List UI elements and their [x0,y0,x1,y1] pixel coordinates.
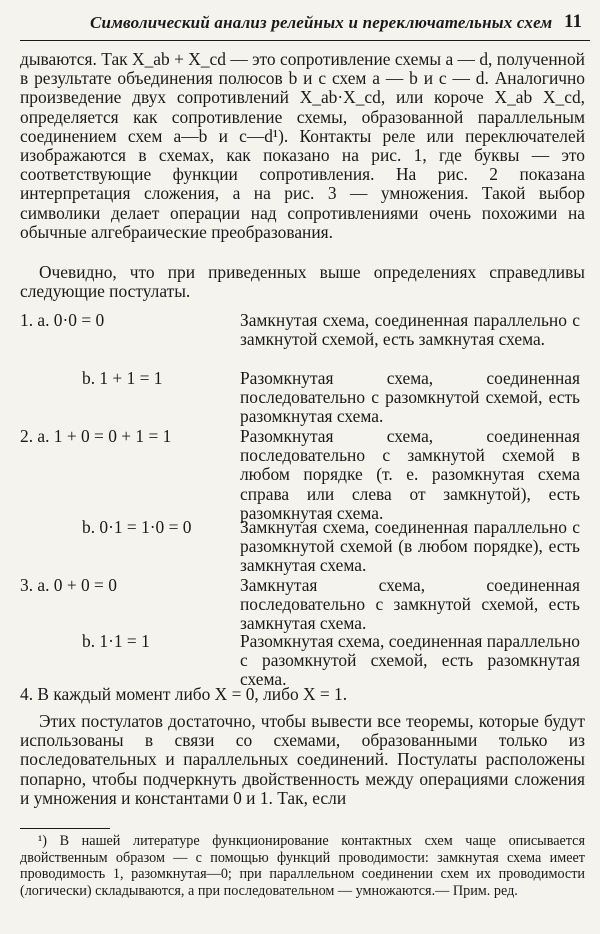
postulate-2b-formula: b. 0·1 = 1·0 = 0 [82,517,192,537]
page-number: 11 [564,11,582,32]
paragraph-conclusion: Этих постулатов достаточно, чтобы вывести все теоремы, которые будут использованы в связи со схемами, образованными только из последовательных и параллельных соединений. Постулаты расположены попарно, чтобы подчеркнуть двойственность между операциями сложения и умножения и константами 0 и 1. Так, если [20,711,585,808]
postulate-3a-formula: 3. a. 0 + 0 = 0 [20,575,117,595]
postulate-2a-description: Разомкнутая схема, соединенная последовательно с замкнутой схемой в любом порядке (т. е. разомкнутая схема справа или слева от замкнутой), есть разомкнутая схема. [240,426,580,523]
postulate-1b-formula: b. 1 + 1 = 1 [82,368,163,388]
footnote: ¹) В нашей литературе функционирование контактных схем чаще описывается двойственным образом — с помощью функций проводимости: замкнутая схема имеет проводимость 1, разомкнутая—0; при параллельном соединении схем их проводимости (логически) складываются, а при последовательном — умножаются.— Прим. ред. [20,833,585,899]
paragraph-postulates-intro: Очевидно, что при приведенных выше определениях справедливы следующие постулаты. [20,262,585,302]
postulate-1a-formula: 1. a. 0·0 = 0 [20,310,105,330]
postulate-2b-description: Замкнутая схема, соединенная параллельно с разомкнутой схемой (в любом порядке), есть замкнутая схема. [240,517,580,576]
footnote-rule [20,828,110,829]
postulate-1a-description: Замкнутая схема, соединенная параллельно с замкнутой схемой, есть замкнутая схема. [240,310,580,350]
running-header [20,6,590,34]
postulate-4: 4. В каждый момент либо X = 0, либо X = 1. [20,684,348,704]
postulate-1b-description: Разомкнутая схема, соединенная последовательно с разомкнутой схемой, есть разомкнутая схема. [240,368,580,427]
postulate-3b-description: Разомкнутая схема, соединенная параллельно с разомкнутой схемой, есть разомкнутая схема. [240,631,580,690]
header-rule [20,40,590,41]
paragraph-definitions: дываются. Так X_ab + X_cd — это сопротивление схемы a — d, полученной в результате объединения полюсов b и c схем a — b и c — d. Аналогично произведение двух сопротивлений X_ab·X_cd, или короче X_ab X_cd, определяется как сопротивление схемы, образованной параллельным соединением схем a—b и c—d¹). Контакты реле или переключателей изображаются в схемах, как показано на рис. 1, где буквы — это соответствующие функции сопротивления. На рис. 2 показана интерпретация сложения, а на рис. 3 — умножения. Такой выбор символики делает операции над сопротивлениями очень похожими на обычные алгебраические преобразования. [20,49,585,242]
postulate-3a-description: Замкнутая схема, соединенная последовательно с замкнутой схемой, есть замкнутая схема. [240,575,580,634]
postulate-3b-formula: b. 1·1 = 1 [82,631,150,651]
running-title: Символический анализ релейных и переключательных схем [90,13,553,32]
postulate-2a-formula: 2. a. 1 + 0 = 0 + 1 = 1 [20,426,172,446]
